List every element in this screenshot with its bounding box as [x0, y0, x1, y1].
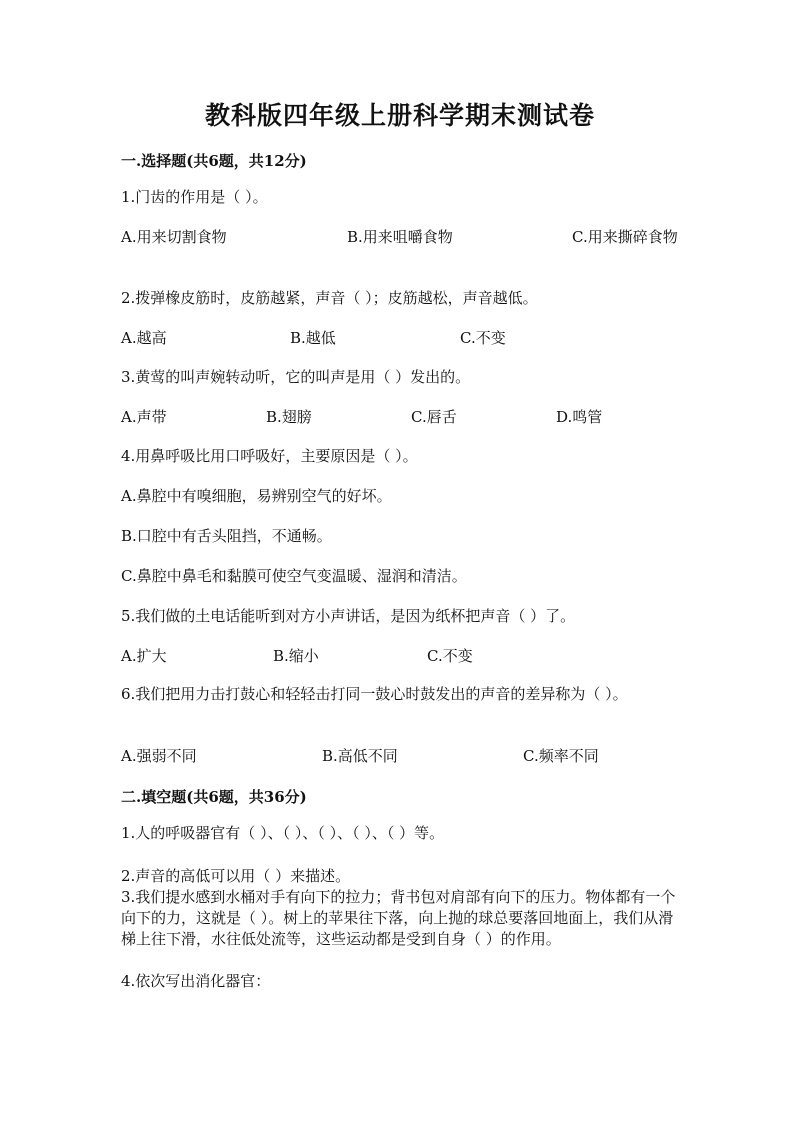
fill-question-1: 1.人的呼吸器官有（ ）、（ ）、（ ）、（ ）、（ ）等。 [121, 824, 445, 842]
option-b: B.翅膀 [266, 408, 312, 426]
option-a: A.扩大 [121, 647, 167, 665]
option-c: C.唇舌 [411, 408, 457, 426]
option-b: B.高低不同 [322, 747, 398, 765]
question-5: 5.我们做的土电话能听到对方小声讲话，是因为纸杯把声音（ ）了。 [121, 607, 576, 625]
option-a: A.越高 [121, 329, 167, 347]
section-heading-fill: 二.填空题(共6题，共36分) [121, 788, 307, 806]
question-6: 6.我们把用力击打鼓心和轻轻击打同一鼓心时鼓发出的声音的差异称为（ ）。 [121, 685, 628, 703]
question-1-options [121, 226, 701, 272]
option-b: B.越低 [290, 329, 336, 347]
page-title: 教科版四年级上册科学期末测试卷 [204, 101, 595, 130]
option-c: C.鼻腔中鼻毛和黏膜可使空气变温暖、湿润和清洁。 [121, 567, 467, 585]
question-4: 4.用鼻呼吸比用口呼吸好，主要原因是（ ）。 [121, 447, 418, 465]
option-b: B.缩小 [273, 647, 319, 665]
option-c: C.不变 [460, 329, 506, 347]
option-c: C.不变 [427, 647, 473, 665]
option-c: C.用来撕碎食物 [572, 228, 678, 246]
question-6-options [121, 745, 701, 791]
option-b: B.口腔中有舌头阻挡，不通畅。 [121, 527, 332, 545]
question-2: 2.拨弹橡皮筋时，皮筋越紧，声音（ ）；皮筋越松，声音越低。 [121, 289, 538, 307]
option-a: A.鼻腔中有嗅细胞，易辨别空气的好坏。 [121, 487, 392, 505]
fill-question-3: 3.我们提水感到水桶对手有向下的拉力；背书包对肩部有向下的压力。物体都有一个向下的力，这就是（ ）。树上的苹果往下落，向上抛的球总要落回地面上，我们从滑梯上往下滑，水往低处流等，这些运动都是受到自身（ ）的作用。 [121, 888, 676, 948]
fill-question-2: 2.声音的高低可以用（ ）来描述。 [121, 867, 351, 885]
option-a: A.强弱不同 [121, 747, 197, 765]
fill-question-4: 4.依次写出消化器官： [121, 972, 271, 990]
option-b: B.用来咀嚼食物 [347, 228, 453, 246]
question-1: 1.门齿的作用是（ ）。 [121, 188, 268, 206]
question-3: 3.黄莺的叫声婉转动听，它的叫声是用（ ）发出的。 [121, 368, 471, 386]
section-heading-choice: 一.选择题(共6题，共12分) [121, 152, 307, 170]
option-a: A.用来切割食物 [121, 228, 227, 246]
option-a: A.声带 [121, 408, 167, 426]
option-c: C.频率不同 [523, 747, 599, 765]
option-d: D.鸣管 [556, 408, 603, 426]
